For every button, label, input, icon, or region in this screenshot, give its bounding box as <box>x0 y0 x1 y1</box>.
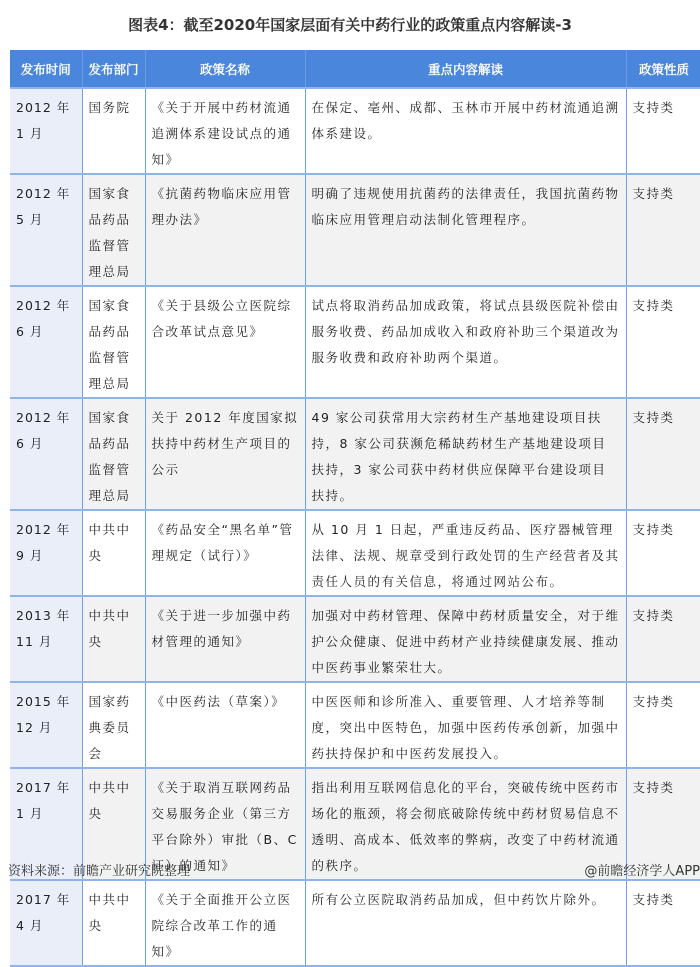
cell-policy-name: 《关于取消互联网药品交易服务企业（第三方平台除外）审批（B、C 证）的通知》 <box>145 768 305 880</box>
cell-date: 2017 年 4 月 <box>10 880 82 966</box>
cell-dept: 中共中央 <box>82 768 145 880</box>
cell-date: 2017 年 1 月 <box>10 768 82 880</box>
table-row <box>10 398 700 510</box>
cell-policy-name: 《关于开展中药材流通追溯体系建设试点的通知》 <box>145 88 305 174</box>
cell-policy-name: 《关于县级公立医院综合改革试点意见》 <box>145 286 305 398</box>
cell-content: 在保定、亳州、成都、玉林市开展中药材流通追溯体系建设。 <box>305 88 626 174</box>
cell-date: 2012 年 6 月 <box>10 286 82 398</box>
cell-dept: 国家食品药品监督管理总局 <box>82 398 145 510</box>
source-note: 资料来源：前瞻产业研究院整理 <box>8 864 191 879</box>
cell-content: 明确了违规使用抗菌药的法律责任，我国抗菌药物临床应用管理启动法制化管理程序。 <box>305 174 626 286</box>
cell-date: 2015 年 12 月 <box>10 682 82 768</box>
table-row <box>10 174 700 286</box>
cell-date: 2012 年 9 月 <box>10 510 82 596</box>
cell-content: 指出利用互联网信息化的平台，突破传统中医药市场化的瓶颈，将会彻底破除传统中药材贸易信息不透明、高成本、低效率的弊病，改变了中药材流通的秩序。 <box>305 768 626 880</box>
cell-policy-name: 《中医药法（草案）》 <box>145 682 305 768</box>
footer <box>8 860 700 879</box>
cell-type: 支持类 <box>626 682 700 768</box>
cell-content: 中医医师和诊所准入、重要管理、人才培养等制度，突出中医特色，加强中医药传承创新，加强中药扶持保护和中医药发展投入。 <box>305 682 626 768</box>
cell-type: 支持类 <box>626 398 700 510</box>
table-row <box>10 596 700 682</box>
cell-dept: 中共中央 <box>82 880 145 966</box>
cell-type: 支持类 <box>626 880 700 966</box>
table-row <box>10 510 700 596</box>
table-row <box>10 880 700 966</box>
cell-dept: 中共中央 <box>82 510 145 596</box>
cell-content: 49 家公司获常用大宗药材生产基地建设项目扶持，8 家公司获濒危稀缺药材生产基地建设项目扶持，3 家公司获中药材供应保障平台建设项目扶持。 <box>305 398 626 510</box>
cell-policy-name: 《药品安全“黑名单”管理规定（试行）》 <box>145 510 305 596</box>
cell-dept: 国务院 <box>82 88 145 174</box>
header-date: 发布时间 <box>10 50 82 88</box>
table-row <box>10 286 700 398</box>
cell-content: 从 10 月 1 日起，严重违反药品、医疗器械管理法律、法规、规章受到行政处罚的生产经营者及其责任人员的有关信息，将通过网站公布。 <box>305 510 626 596</box>
cell-policy-name: 《关于全面推开公立医院综合改革工作的通知》 <box>145 880 305 966</box>
page-title: 图表4：截至2020年国家层面有关中药行业的政策重点内容解读-3 <box>128 16 572 34</box>
cell-policy-name: 《关于进一步加强中药材管理的通知》 <box>145 596 305 682</box>
cell-type: 支持类 <box>626 88 700 174</box>
cell-content: 试点将取消药品加成政策，将试点县级医院补偿由服务收费、药品加成收入和政府补助三个渠道改为服务收费和政府补助两个渠道。 <box>305 286 626 398</box>
cell-date: 2012 年 5 月 <box>10 174 82 286</box>
table-row <box>10 682 700 768</box>
cell-type: 支持类 <box>626 768 700 880</box>
header-dept: 发布部门 <box>82 50 145 88</box>
header-content: 重点内容解读 <box>305 50 626 88</box>
table-row <box>10 88 700 174</box>
cell-date: 2012 年 1 月 <box>10 88 82 174</box>
cell-type: 支持类 <box>626 286 700 398</box>
cell-type: 支持类 <box>626 596 700 682</box>
policy-table <box>10 50 700 967</box>
cell-date: 2012 年 6 月 <box>10 398 82 510</box>
cell-policy-name: 关于 2012 年度国家拟扶持中药材生产项目的公示 <box>145 398 305 510</box>
header-type: 政策性质 <box>626 50 700 88</box>
cell-date: 2013 年 11 月 <box>10 596 82 682</box>
cell-dept: 国家食品药品监督管理总局 <box>82 286 145 398</box>
cell-content: 所有公立医院取消药品加成，但中药饮片除外。 <box>305 880 626 966</box>
cell-type: 支持类 <box>626 174 700 286</box>
cell-dept: 中共中央 <box>82 596 145 682</box>
table-header <box>10 50 700 88</box>
cell-type: 支持类 <box>626 510 700 596</box>
header-name: 政策名称 <box>145 50 305 88</box>
cell-policy-name: 《抗菌药物临床应用管理办法》 <box>145 174 305 286</box>
brand-label: @前瞻经济学人APP <box>584 864 700 879</box>
cell-content: 加强对中药材管理、保障中药材质量安全，对于维护公众健康、促进中药材产业持续健康发展、推动中医药事业繁荣壮大。 <box>305 596 626 682</box>
cell-dept: 国家药典委员会 <box>82 682 145 768</box>
cell-dept: 国家食品药品监督管理总局 <box>82 174 145 286</box>
